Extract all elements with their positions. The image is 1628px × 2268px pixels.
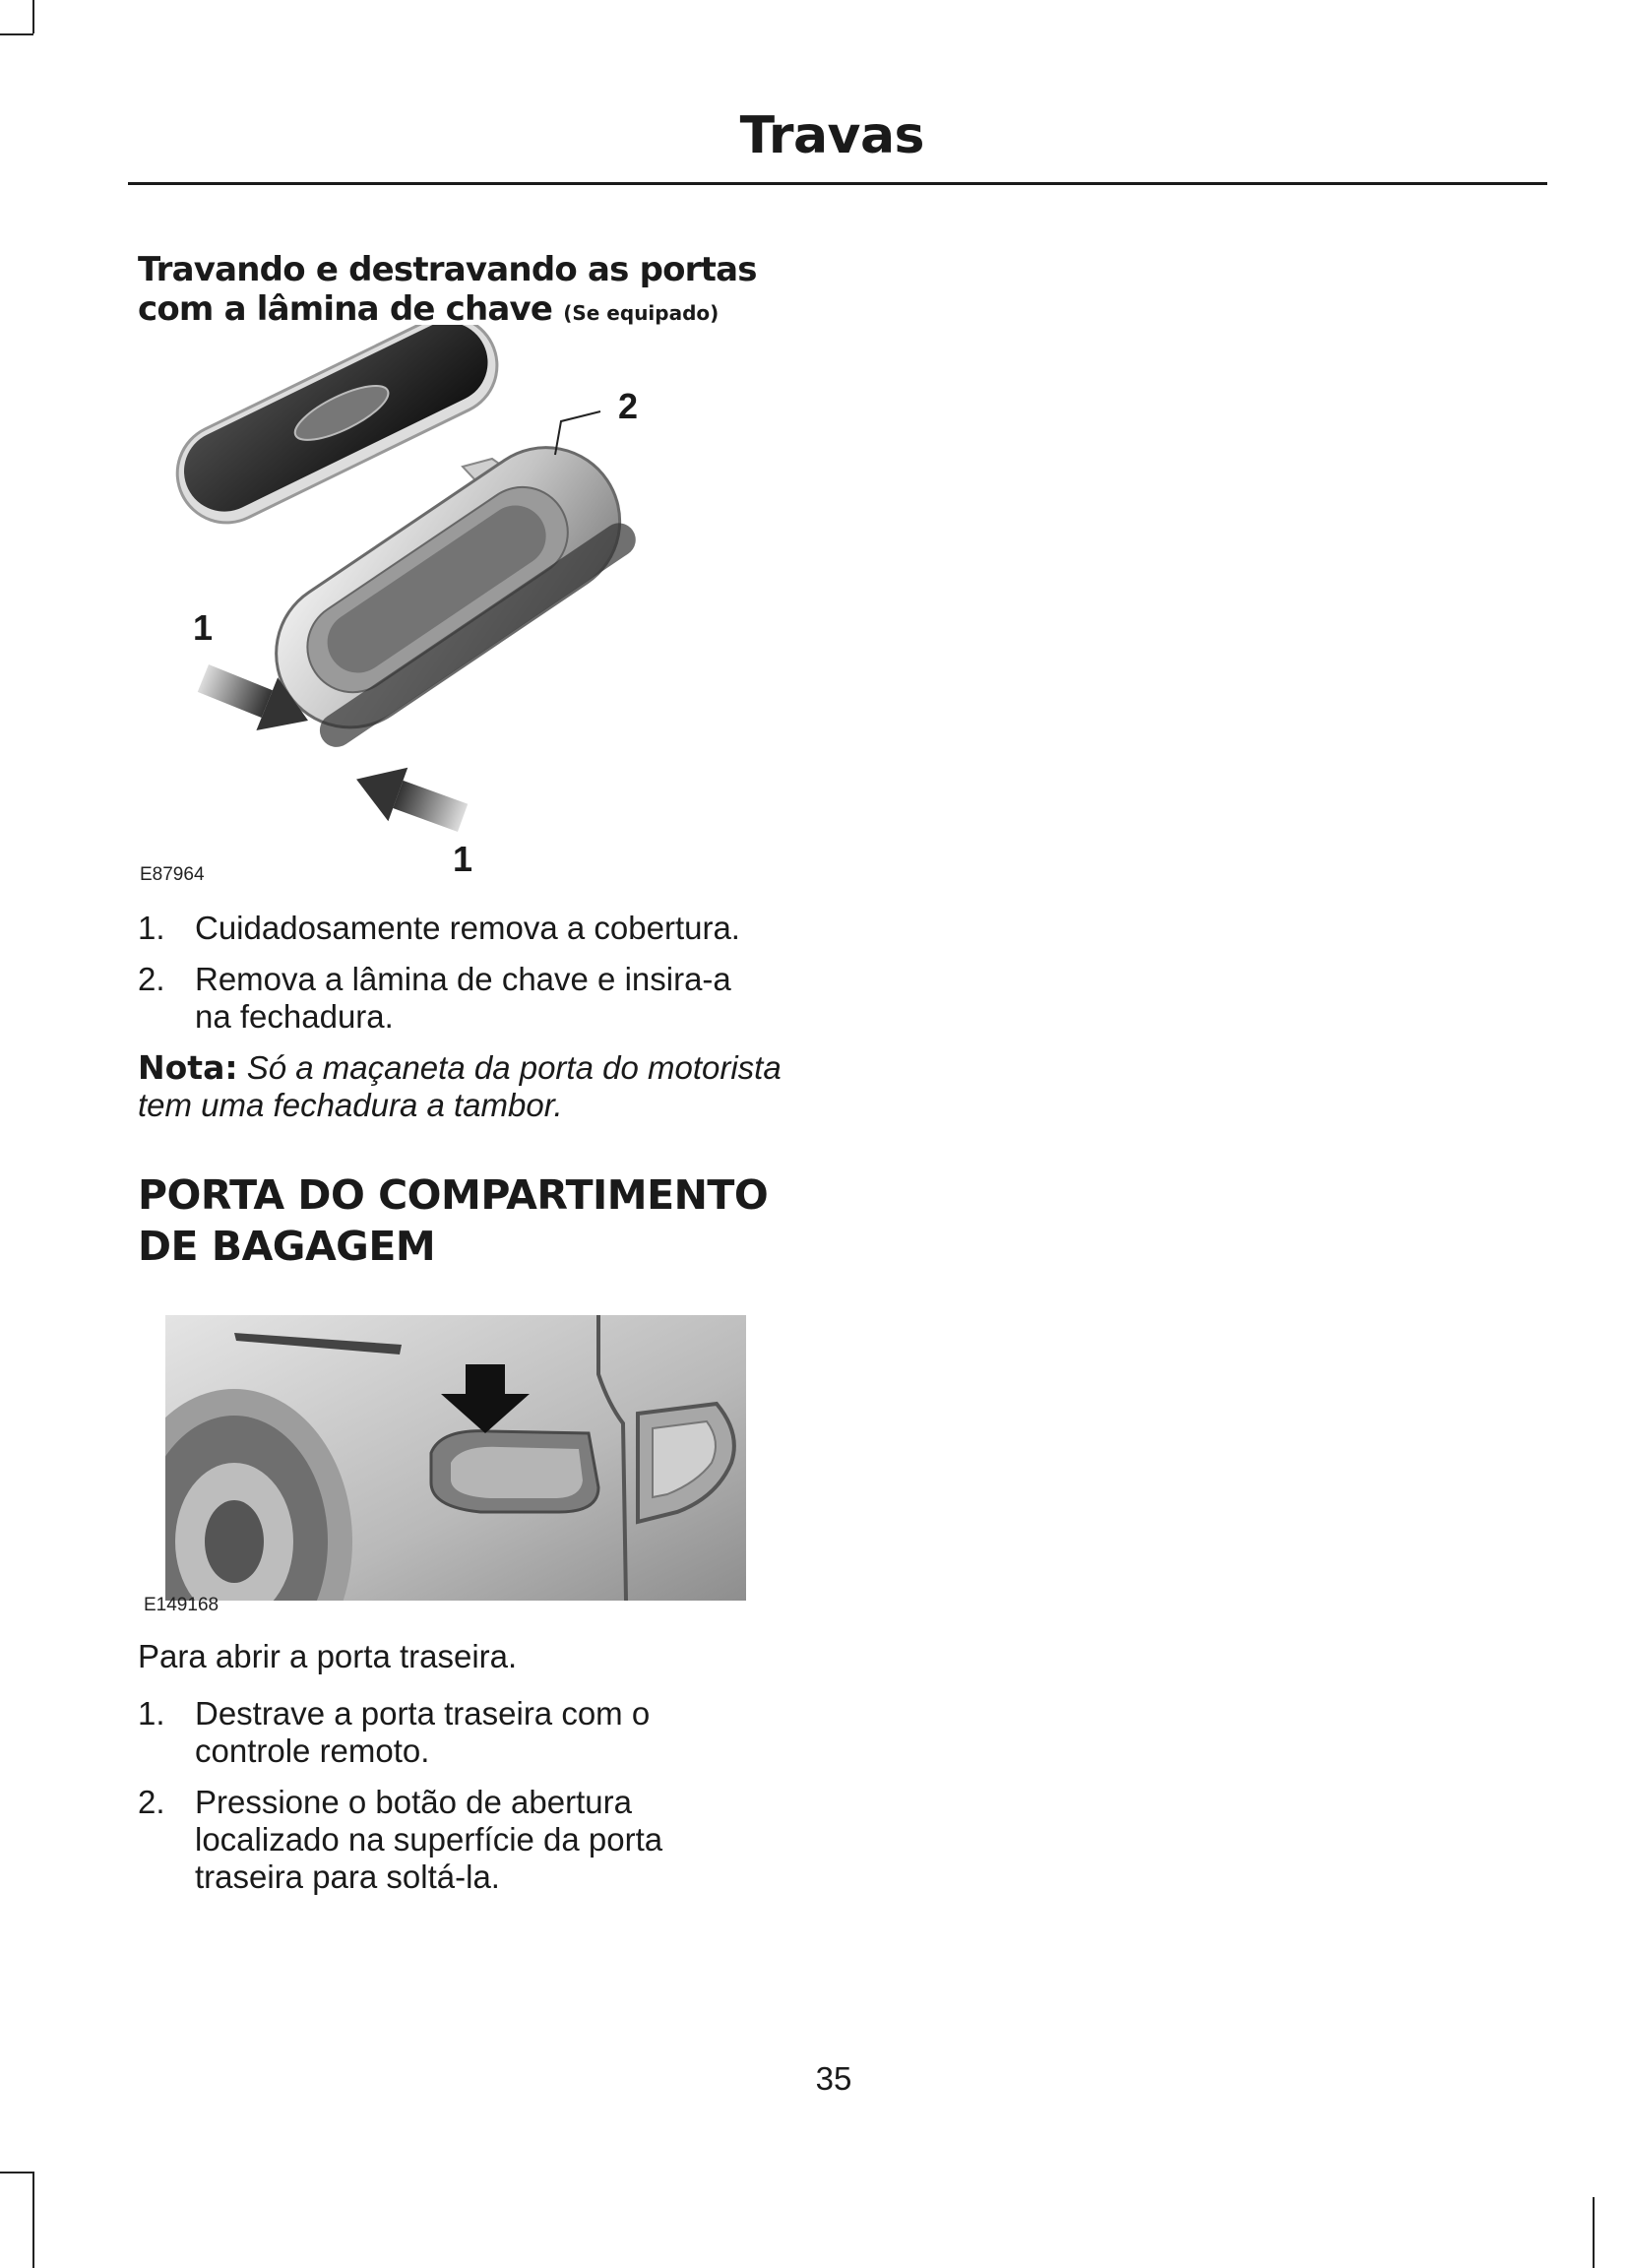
crop-mark (1593, 2197, 1595, 2268)
list-item: 2. Remova a lâmina de chave e insira-a na fechadura. (138, 961, 731, 1035)
equipped-note: (Se equipado) (563, 301, 720, 325)
figure-code: E87964 (140, 864, 205, 885)
key-blade-heading (138, 250, 807, 333)
note-text: Só a maçaneta da porta do motorista tem uma fechadura a tambor. (138, 1049, 782, 1123)
key-blade-steps (138, 910, 807, 1049)
trunk-heading (138, 1169, 827, 1272)
header-rule (128, 182, 1547, 185)
list-item: 1. Destrave a porta traseira com o controle remoto. (138, 1695, 651, 1769)
trunk-step-list (138, 1695, 807, 1896)
key-fob-figure (138, 325, 669, 896)
crop-mark (32, 2172, 34, 2268)
list-item: 1. Cuidadosamente remova a cobertura. (138, 910, 740, 946)
key-blade-heading-line1: Travando e destravando as portas (138, 250, 757, 289)
key-blade-heading-line2: com a lâmina de chave (Se equipado) (138, 289, 720, 329)
page-header-title: Travas (739, 106, 924, 165)
tailgate-illustration (165, 1315, 782, 1601)
crop-mark (0, 2172, 33, 2174)
key-blade-step-list (138, 910, 807, 1036)
list-item: 2. Pressione o botão de abertura localizado na superfície da porta traseira para soltá-la. (138, 1784, 663, 1895)
tailgate-figure (138, 1315, 754, 1618)
note-label: Nota: (138, 1048, 238, 1087)
callout-2: 2 (618, 386, 639, 426)
note (138, 1049, 807, 1124)
crop-mark (32, 0, 34, 33)
figure-code: E149168 (144, 1595, 219, 1615)
key-fob-illustration (138, 325, 669, 896)
page-number: 35 (815, 2060, 852, 2097)
callout-1-left: 1 (193, 607, 214, 648)
trunk-intro: Para abrir a porta traseira. (138, 1638, 518, 1674)
trunk-steps (138, 1695, 807, 1910)
crop-mark (0, 33, 33, 35)
trunk-heading-line1: PORTA DO COMPARTIMENTO (138, 1171, 769, 1219)
callout-1-bottom: 1 (453, 839, 473, 879)
trunk-heading-line2: DE BAGAGEM (138, 1223, 436, 1270)
